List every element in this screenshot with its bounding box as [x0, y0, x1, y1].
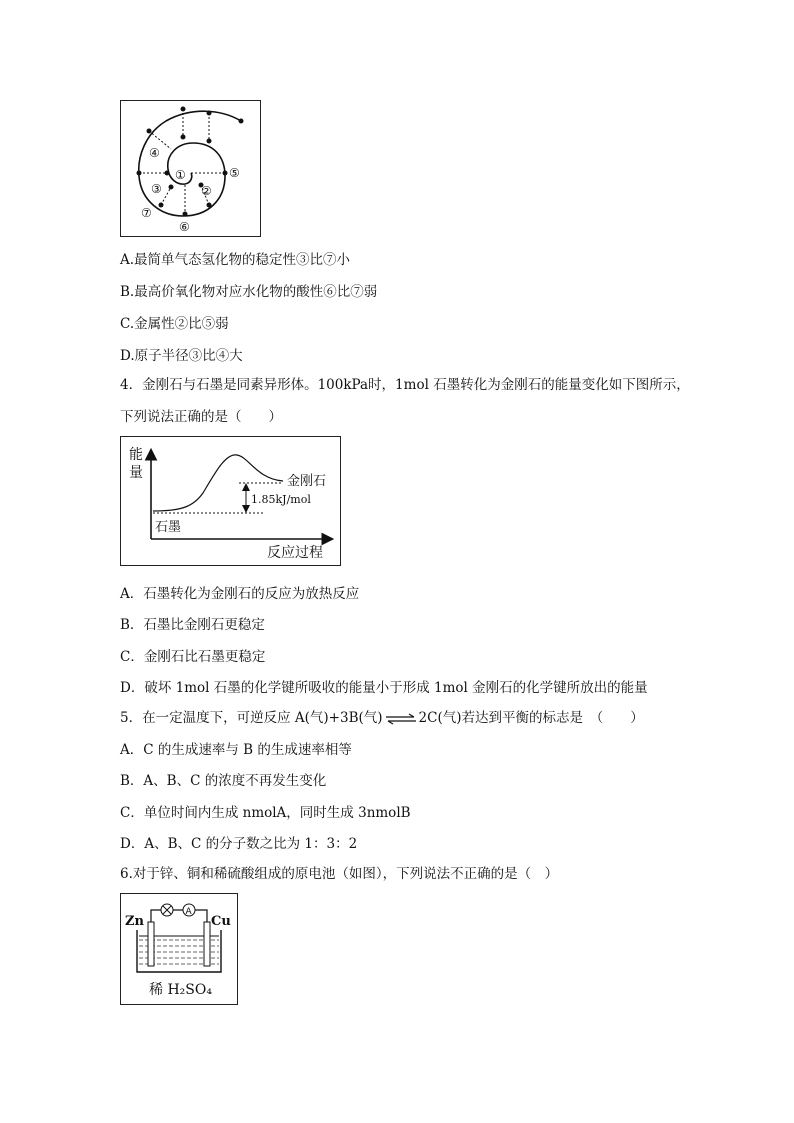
delta-label: 1.85kJ/mol [251, 493, 311, 506]
q4-option-a: A．石墨转化为金刚石的反应为放热反应 [120, 586, 360, 602]
q4-stem-line2: 下列说法正确的是（ ） [120, 409, 282, 425]
diamond-label: 金刚石 [287, 474, 327, 489]
label-7: ⑦ [141, 206, 152, 220]
wire [151, 910, 207, 922]
q5-option-c: C．单位时间内生成 nmolA，同时生成 3nmolB [120, 805, 411, 821]
q4-stem-line1: 4．金刚石与石墨是同素异形体。100kPa时，1mol 石墨转化为金刚石的能量变化如下图所示， [120, 377, 690, 393]
q5-stem [120, 706, 644, 726]
q4-option-b: B．石墨比金刚石更稳定 [120, 617, 265, 633]
label-1: ① [175, 168, 186, 182]
label-6: ⑥ [179, 220, 190, 234]
q5-option-b: B．A、B、C 的浓度不再发生变化 [120, 773, 327, 789]
q3-option-d: D.原子半径③比④大 [120, 348, 243, 364]
cu-label: Cu [211, 914, 231, 929]
label-5: ⑤ [229, 166, 240, 180]
ammeter-label: A [185, 907, 192, 917]
q3-option-b: B.最高价氧化物对应水化物的酸性⑥比⑦弱 [120, 284, 378, 300]
q4-option-c: C．金刚石比石墨更稳定 [120, 649, 266, 665]
graphite-label: 石墨 [155, 520, 182, 535]
q3-option-a: A.最简单气态氢化物的稳定性③比⑦小 [120, 252, 351, 268]
q5-option-a: A．C 的生成速率与 B 的生成速率相等 [120, 742, 352, 758]
y-axis-label-1: 能 [129, 447, 143, 463]
spiral-diagram [121, 101, 260, 236]
q5-stem-after: 2C(气)若达到平衡的标志是 （ ） [418, 710, 644, 726]
energy-diagram-svg [121, 437, 340, 565]
q5-stem-before: 5．在一定温度下，可逆反应 A(气)+3B(气) [120, 710, 383, 726]
electrolyte-caption: 稀 H₂SO₄ [149, 982, 212, 998]
galvanic-cell-figure [120, 893, 238, 1005]
q3-option-c: C.金属性②比⑤弱 [120, 316, 229, 332]
zn-electrode [148, 922, 154, 966]
x-axis-label: 反应过程 [267, 545, 323, 561]
q4-option-d: D．破坏 1mol 石墨的化学键所吸收的能量小于形成 1mol 金刚石的化学键所放出的能量 [120, 680, 648, 696]
energy-diagram [120, 436, 341, 566]
y-axis-label-2: 量 [129, 465, 143, 481]
q6-stem: 6.对于锌、铜和稀硫酸组成的原电池（如图），下列说法不正确的是（ ） [120, 866, 559, 882]
q5-option-d: D．A、B、C 的分子数之比为 1：3：2 [120, 836, 358, 852]
equilibrium-arrow-icon [384, 713, 418, 725]
label-4: ④ [149, 146, 160, 160]
zn-label: Zn [125, 914, 144, 929]
galvanic-cell-svg [121, 894, 237, 1004]
label-2: ② [201, 184, 212, 198]
cu-electrode [204, 922, 210, 966]
spiral-periodic-figure [120, 100, 261, 237]
label-3: ③ [151, 182, 162, 196]
